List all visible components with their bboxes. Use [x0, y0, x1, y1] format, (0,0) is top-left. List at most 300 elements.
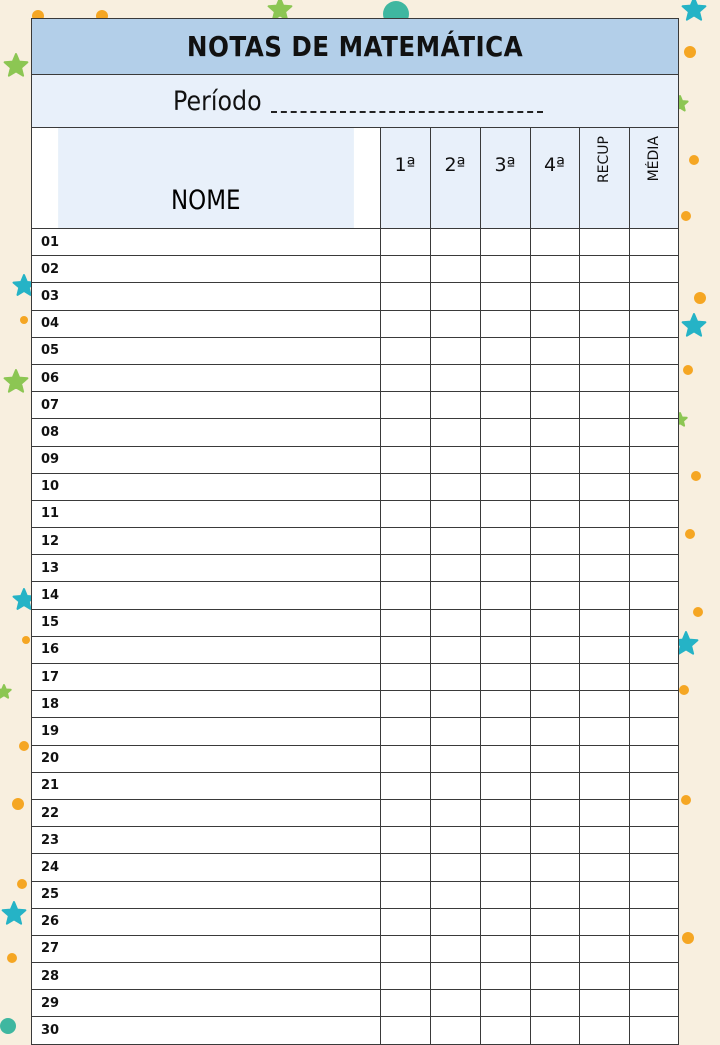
grade-4-cell[interactable]: [530, 528, 579, 555]
recup-cell[interactable]: [579, 772, 629, 799]
grade-1-cell[interactable]: [380, 582, 430, 609]
grade-3-cell[interactable]: [480, 555, 530, 582]
grade-2-cell[interactable]: [430, 609, 480, 636]
table-row: [32, 827, 678, 854]
confetti-dot: [691, 471, 701, 481]
grade-1-cell[interactable]: [380, 908, 430, 935]
table-row: [32, 881, 678, 908]
grade-4-cell[interactable]: [530, 609, 579, 636]
grade-2-cell[interactable]: [430, 963, 480, 990]
confetti-dot: [20, 316, 28, 324]
media-cell[interactable]: [629, 799, 678, 826]
media-cell[interactable]: [629, 636, 678, 663]
table-row: [32, 256, 678, 283]
student-name-cell[interactable]: [32, 745, 380, 772]
grade-2-cell[interactable]: [430, 664, 480, 691]
media-cell[interactable]: [629, 364, 678, 391]
grade-3-cell[interactable]: [480, 528, 530, 555]
media-cell[interactable]: [629, 582, 678, 609]
row-number: 28: [41, 968, 60, 984]
media-cell[interactable]: [629, 473, 678, 500]
grade-4-cell[interactable]: [530, 908, 579, 935]
grade-4-cell[interactable]: [530, 473, 579, 500]
student-name-cell[interactable]: [32, 799, 380, 826]
grade-3-cell[interactable]: [480, 310, 530, 337]
grade-3-cell[interactable]: [480, 582, 530, 609]
grade-2-cell[interactable]: [430, 283, 480, 310]
grade-1-cell[interactable]: [380, 555, 430, 582]
header-grade-4: 4ª: [530, 128, 579, 229]
table-row: [32, 419, 678, 446]
recup-cell[interactable]: [579, 990, 629, 1017]
recup-cell[interactable]: [579, 908, 629, 935]
row-number: 27: [41, 941, 60, 957]
grade-1-cell[interactable]: [380, 963, 430, 990]
table-row: [32, 772, 678, 799]
grade-4-cell[interactable]: [530, 990, 579, 1017]
grade-2-cell[interactable]: [430, 446, 480, 473]
media-cell[interactable]: [629, 256, 678, 283]
grade-4-cell[interactable]: [530, 256, 579, 283]
recup-cell[interactable]: [579, 446, 629, 473]
star-icon: [683, 314, 706, 336]
grade-2-cell[interactable]: [430, 500, 480, 527]
row-number: 06: [41, 370, 60, 386]
media-cell[interactable]: [629, 664, 678, 691]
table-row: [32, 310, 678, 337]
confetti-dot: [683, 365, 693, 375]
grade-3-cell[interactable]: [480, 691, 530, 718]
confetti-dot: [682, 932, 694, 944]
grade-4-cell[interactable]: [530, 419, 579, 446]
grade-2-cell[interactable]: [430, 908, 480, 935]
table-row: [32, 500, 678, 527]
confetti-dot: [7, 953, 17, 963]
grade-3-cell[interactable]: [480, 827, 530, 854]
grade-1-cell[interactable]: [380, 990, 430, 1017]
grade-4-cell[interactable]: [530, 392, 579, 419]
grade-4-cell[interactable]: [530, 935, 579, 962]
grade-4-cell[interactable]: [530, 500, 579, 527]
row-number: 04: [41, 316, 60, 332]
grade-1-cell[interactable]: [380, 419, 430, 446]
recup-cell[interactable]: [579, 419, 629, 446]
student-name-cell[interactable]: [32, 935, 380, 962]
student-name-cell[interactable]: [32, 908, 380, 935]
recup-cell[interactable]: [579, 664, 629, 691]
student-name-cell[interactable]: [32, 256, 380, 283]
sheet-title: NOTAS DE MATEMÁTICA: [186, 30, 524, 63]
grade-1-cell[interactable]: [380, 664, 430, 691]
grades-table: [32, 128, 678, 1044]
star-icon: [269, 0, 292, 20]
media-cell[interactable]: [629, 310, 678, 337]
grade-2-cell[interactable]: [430, 582, 480, 609]
grade-1-cell[interactable]: [380, 256, 430, 283]
recup-cell[interactable]: [579, 500, 629, 527]
grade-4-cell[interactable]: [530, 881, 579, 908]
grade-4-cell[interactable]: [530, 636, 579, 663]
confetti-dot: [12, 798, 24, 810]
table-row: [32, 745, 678, 772]
row-number: 20: [41, 751, 60, 767]
student-name-cell[interactable]: [32, 827, 380, 854]
media-cell[interactable]: [629, 827, 678, 854]
row-number: 02: [41, 261, 60, 277]
grade-4-cell[interactable]: [530, 229, 579, 256]
header-recup-label: RECUP: [596, 136, 612, 184]
recup-cell[interactable]: [579, 473, 629, 500]
table-row: [32, 446, 678, 473]
grade-3-cell[interactable]: [480, 636, 530, 663]
student-name-cell[interactable]: [32, 772, 380, 799]
star-icon: [5, 54, 28, 76]
grade-1-cell[interactable]: [380, 473, 430, 500]
confetti-dot: [679, 685, 689, 695]
media-cell[interactable]: [629, 881, 678, 908]
recup-cell[interactable]: [579, 256, 629, 283]
grade-1-cell[interactable]: [380, 745, 430, 772]
table-row: [32, 555, 678, 582]
grade-1-cell[interactable]: [380, 718, 430, 745]
grade-sheet: [31, 18, 679, 1045]
row-number: 29: [41, 995, 60, 1011]
grade-4-cell[interactable]: [530, 963, 579, 990]
header-media: [629, 128, 678, 229]
grade-2-cell[interactable]: [430, 990, 480, 1017]
grade-3-cell[interactable]: [480, 392, 530, 419]
table-row: [32, 609, 678, 636]
grade-2-cell[interactable]: [430, 337, 480, 364]
recup-cell[interactable]: [579, 745, 629, 772]
table-row: [32, 664, 678, 691]
grade-3-cell[interactable]: [480, 337, 530, 364]
media-cell[interactable]: [629, 745, 678, 772]
confetti-dot: [0, 1018, 16, 1034]
recup-cell[interactable]: [579, 364, 629, 391]
table-row: [32, 636, 678, 663]
media-cell[interactable]: [629, 392, 678, 419]
row-number: 10: [41, 479, 60, 495]
media-cell[interactable]: [629, 691, 678, 718]
grade-3-cell[interactable]: [480, 772, 530, 799]
confetti-dot: [694, 292, 706, 304]
header-grade-2: 2ª: [430, 128, 480, 229]
student-name-cell[interactable]: [32, 500, 380, 527]
header-media-label: MÉDIA: [645, 136, 662, 182]
grade-2-cell[interactable]: [430, 881, 480, 908]
row-number: 22: [41, 805, 60, 821]
grade-4-cell[interactable]: [530, 582, 579, 609]
header-nome: NOME: [58, 128, 354, 229]
grade-1-cell[interactable]: [380, 392, 430, 419]
media-cell[interactable]: [629, 283, 678, 310]
grade-2-cell[interactable]: [430, 799, 480, 826]
row-number: 08: [41, 424, 60, 440]
confetti-dot: [689, 155, 699, 165]
student-name-cell[interactable]: [32, 990, 380, 1017]
table-row: [32, 582, 678, 609]
student-name-cell[interactable]: [32, 854, 380, 881]
grade-2-cell[interactable]: [430, 256, 480, 283]
student-name-cell[interactable]: [32, 337, 380, 364]
student-name-cell[interactable]: [32, 636, 380, 663]
grade-2-cell[interactable]: [430, 636, 480, 663]
media-cell[interactable]: [629, 528, 678, 555]
media-cell[interactable]: [629, 908, 678, 935]
grade-1-cell[interactable]: [380, 283, 430, 310]
student-name-cell[interactable]: [32, 881, 380, 908]
student-name-cell[interactable]: [32, 691, 380, 718]
grade-3-cell[interactable]: [480, 990, 530, 1017]
grade-1-cell[interactable]: [380, 772, 430, 799]
grade-2-cell[interactable]: [430, 392, 480, 419]
grade-2-cell[interactable]: [430, 555, 480, 582]
grade-2-cell[interactable]: [430, 229, 480, 256]
grade-3-cell[interactable]: [480, 745, 530, 772]
header-grade-1: 1ª: [380, 128, 430, 229]
confetti-dot: [684, 46, 696, 58]
grade-3-cell[interactable]: [480, 935, 530, 962]
recup-cell[interactable]: [579, 283, 629, 310]
grade-1-cell[interactable]: [380, 446, 430, 473]
grade-2-cell[interactable]: [430, 772, 480, 799]
grade-4-cell[interactable]: [530, 364, 579, 391]
table-row: [32, 990, 678, 1017]
grade-3-cell[interactable]: [480, 664, 530, 691]
row-number: 17: [41, 669, 60, 685]
grade-3-cell[interactable]: [480, 446, 530, 473]
recup-cell[interactable]: [579, 337, 629, 364]
table-row: [32, 283, 678, 310]
table-row: [32, 473, 678, 500]
grade-2-cell[interactable]: [430, 310, 480, 337]
table-row: [32, 854, 678, 881]
grade-1-cell[interactable]: [380, 500, 430, 527]
header-grade-3: 3ª: [480, 128, 530, 229]
header-recup: [579, 128, 629, 229]
recup-cell[interactable]: [579, 854, 629, 881]
grade-1-cell[interactable]: [380, 691, 430, 718]
grade-3-cell[interactable]: [480, 419, 530, 446]
grade-1-cell[interactable]: [380, 827, 430, 854]
table-row: [32, 337, 678, 364]
grade-3-cell[interactable]: [480, 256, 530, 283]
table-row: [32, 799, 678, 826]
star-icon: [3, 902, 26, 924]
recup-cell[interactable]: [579, 392, 629, 419]
row-number: 24: [41, 859, 60, 875]
media-cell[interactable]: [629, 500, 678, 527]
grade-4-cell[interactable]: [530, 664, 579, 691]
table-row: [32, 908, 678, 935]
row-number: 21: [41, 778, 60, 794]
grade-2-cell[interactable]: [430, 935, 480, 962]
grade-4-cell[interactable]: [530, 827, 579, 854]
star-icon: [5, 370, 28, 392]
student-name-cell[interactable]: [32, 419, 380, 446]
grade-4-cell[interactable]: [530, 772, 579, 799]
table-row: [32, 528, 678, 555]
grade-1-cell[interactable]: [380, 854, 430, 881]
grade-2-cell[interactable]: [430, 854, 480, 881]
table-row: [32, 691, 678, 718]
student-name-cell[interactable]: [32, 473, 380, 500]
row-number: 13: [41, 560, 60, 576]
grade-1-cell[interactable]: [380, 881, 430, 908]
grade-3-cell[interactable]: [480, 799, 530, 826]
recup-cell[interactable]: [579, 799, 629, 826]
recup-cell[interactable]: [579, 636, 629, 663]
grade-2-cell[interactable]: [430, 364, 480, 391]
media-cell[interactable]: [629, 718, 678, 745]
grade-2-cell[interactable]: [430, 718, 480, 745]
grade-3-cell[interactable]: [480, 854, 530, 881]
row-number: 25: [41, 887, 60, 903]
student-name-cell[interactable]: [32, 364, 380, 391]
grade-2-cell[interactable]: [430, 745, 480, 772]
grade-4-cell[interactable]: [530, 283, 579, 310]
grade-3-cell[interactable]: [480, 718, 530, 745]
table-row: [32, 229, 678, 256]
row-number: 11: [41, 506, 60, 522]
grade-2-cell[interactable]: [430, 419, 480, 446]
media-cell[interactable]: [629, 854, 678, 881]
media-cell[interactable]: [629, 772, 678, 799]
confetti-dot: [17, 879, 27, 889]
media-cell[interactable]: [629, 555, 678, 582]
student-name-cell[interactable]: [32, 609, 380, 636]
confetti-dot: [681, 795, 691, 805]
confetti-dot: [681, 211, 691, 221]
grade-1-cell[interactable]: [380, 310, 430, 337]
grade-3-cell[interactable]: [480, 881, 530, 908]
media-cell[interactable]: [629, 990, 678, 1017]
grade-1-cell[interactable]: [380, 636, 430, 663]
row-number: 23: [41, 832, 60, 848]
table-row: [32, 392, 678, 419]
period-bar: [32, 75, 678, 128]
student-name-cell[interactable]: [32, 528, 380, 555]
table-row: [32, 935, 678, 962]
media-cell[interactable]: [629, 419, 678, 446]
period-input-line[interactable]: [271, 109, 543, 113]
media-cell[interactable]: [629, 337, 678, 364]
row-number: 30: [41, 1023, 60, 1039]
media-cell[interactable]: [629, 609, 678, 636]
recup-cell[interactable]: [579, 555, 629, 582]
row-number: 01: [41, 234, 60, 250]
row-number: 05: [41, 343, 60, 359]
grade-3-cell[interactable]: [480, 473, 530, 500]
period-label: Período: [172, 85, 262, 117]
grade-1-cell[interactable]: [380, 229, 430, 256]
student-name-cell[interactable]: [32, 963, 380, 990]
grade-3-cell[interactable]: [480, 364, 530, 391]
grade-3-cell[interactable]: [480, 963, 530, 990]
grade-4-cell[interactable]: [530, 446, 579, 473]
grade-2-cell[interactable]: [430, 827, 480, 854]
grade-3-cell[interactable]: [480, 500, 530, 527]
grade-4-cell[interactable]: [530, 310, 579, 337]
row-number: 12: [41, 533, 60, 549]
recup-cell[interactable]: [579, 229, 629, 256]
table-row: [32, 718, 678, 745]
grade-4-cell[interactable]: [530, 854, 579, 881]
recup-cell[interactable]: [579, 609, 629, 636]
student-name-cell[interactable]: [32, 229, 380, 256]
grade-2-cell[interactable]: [430, 528, 480, 555]
media-cell[interactable]: [629, 229, 678, 256]
student-name-cell[interactable]: [32, 718, 380, 745]
recup-cell[interactable]: [579, 881, 629, 908]
table-row: [32, 963, 678, 990]
title-bar: [32, 19, 678, 75]
grade-1-cell[interactable]: [380, 337, 430, 364]
student-name-cell[interactable]: [32, 446, 380, 473]
confetti-dot: [19, 741, 29, 751]
grade-2-cell[interactable]: [430, 473, 480, 500]
media-cell[interactable]: [629, 963, 678, 990]
media-cell[interactable]: [629, 935, 678, 962]
grade-1-cell[interactable]: [380, 799, 430, 826]
student-name-cell[interactable]: [32, 582, 380, 609]
row-number: 16: [41, 642, 60, 658]
row-number: 15: [41, 615, 60, 631]
grade-4-cell[interactable]: [530, 745, 579, 772]
recup-cell[interactable]: [579, 827, 629, 854]
student-name-cell[interactable]: [32, 555, 380, 582]
grade-1-cell[interactable]: [380, 609, 430, 636]
confetti-dot: [22, 636, 30, 644]
confetti-dot: [685, 529, 695, 539]
student-name-cell[interactable]: [32, 664, 380, 691]
grade-3-cell[interactable]: [480, 609, 530, 636]
grade-3-cell[interactable]: [480, 908, 530, 935]
grade-4-cell[interactable]: [530, 691, 579, 718]
recup-cell[interactable]: [579, 310, 629, 337]
student-name-cell[interactable]: [32, 283, 380, 310]
grade-1-cell[interactable]: [380, 935, 430, 962]
grade-4-cell[interactable]: [530, 799, 579, 826]
grade-1-cell[interactable]: [380, 364, 430, 391]
grade-2-cell[interactable]: [430, 691, 480, 718]
row-number: 09: [41, 452, 60, 468]
media-cell[interactable]: [629, 446, 678, 473]
grade-1-cell[interactable]: [380, 528, 430, 555]
row-number: 03: [41, 288, 60, 304]
grade-3-cell[interactable]: [480, 283, 530, 310]
recup-cell[interactable]: [579, 963, 629, 990]
recup-cell[interactable]: [579, 582, 629, 609]
recup-cell[interactable]: [579, 691, 629, 718]
recup-cell[interactable]: [579, 935, 629, 962]
student-name-cell[interactable]: [32, 392, 380, 419]
header-row: [32, 128, 678, 229]
grade-4-cell[interactable]: [530, 555, 579, 582]
recup-cell[interactable]: [579, 528, 629, 555]
student-name-cell[interactable]: [32, 310, 380, 337]
star-icon: [0, 685, 11, 698]
star-icon: [683, 0, 706, 20]
recup-cell[interactable]: [579, 718, 629, 745]
table-row: [32, 364, 678, 391]
grade-4-cell[interactable]: [530, 718, 579, 745]
grade-3-cell[interactable]: [480, 229, 530, 256]
row-number: 18: [41, 696, 60, 712]
row-number: 07: [41, 397, 60, 413]
grade-4-cell[interactable]: [530, 337, 579, 364]
